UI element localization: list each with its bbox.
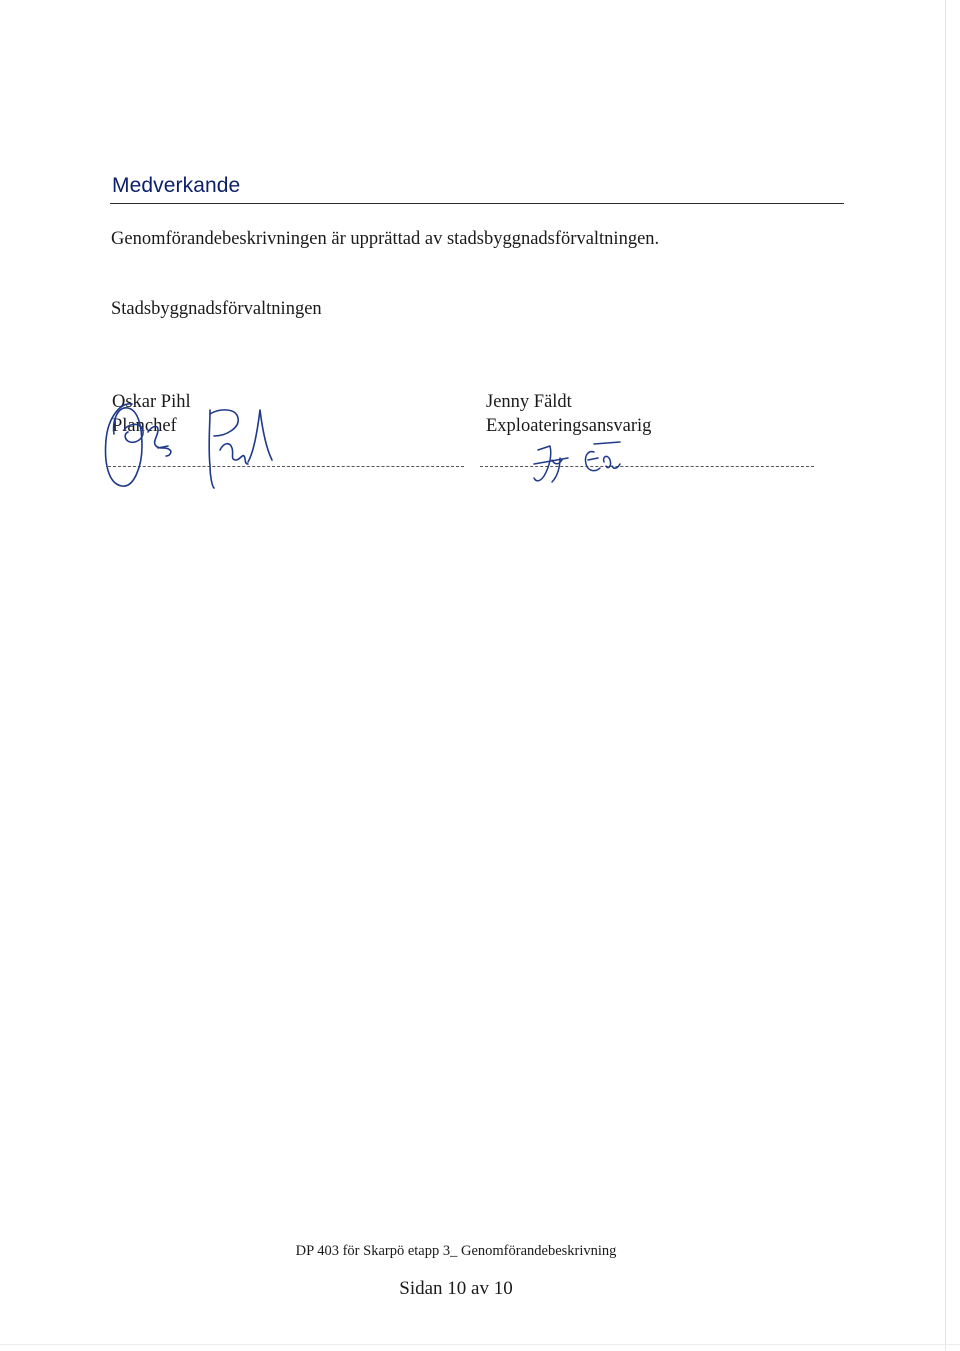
signatory-role-right: Exploateringsansvarig: [486, 416, 652, 436]
handwritten-signature-right: [528, 436, 638, 484]
scan-edge-right: [945, 0, 946, 1351]
signatory-role-left: Planchef: [112, 416, 177, 436]
section-heading: Medverkande: [112, 174, 241, 197]
heading-rule: [110, 203, 844, 204]
scan-edge-bottom: [0, 1344, 960, 1345]
signatory-name-left: Oskar Pihl: [112, 392, 191, 412]
handwritten-signature-left: [98, 396, 278, 492]
footer-document-title: DP 403 för Skarpö etapp 3_ Genomförandebeskrivning: [295, 1243, 617, 1259]
organization-name: Stadsbyggnadsförvaltningen: [111, 299, 322, 319]
intro-text: Genomförandebeskrivningen är upprättad av stadsbyggnadsförvaltningen.: [111, 229, 660, 249]
page-number: Sidan 10 av 10: [399, 1278, 513, 1299]
signatory-name-right: Jenny Fäldt: [486, 392, 572, 412]
